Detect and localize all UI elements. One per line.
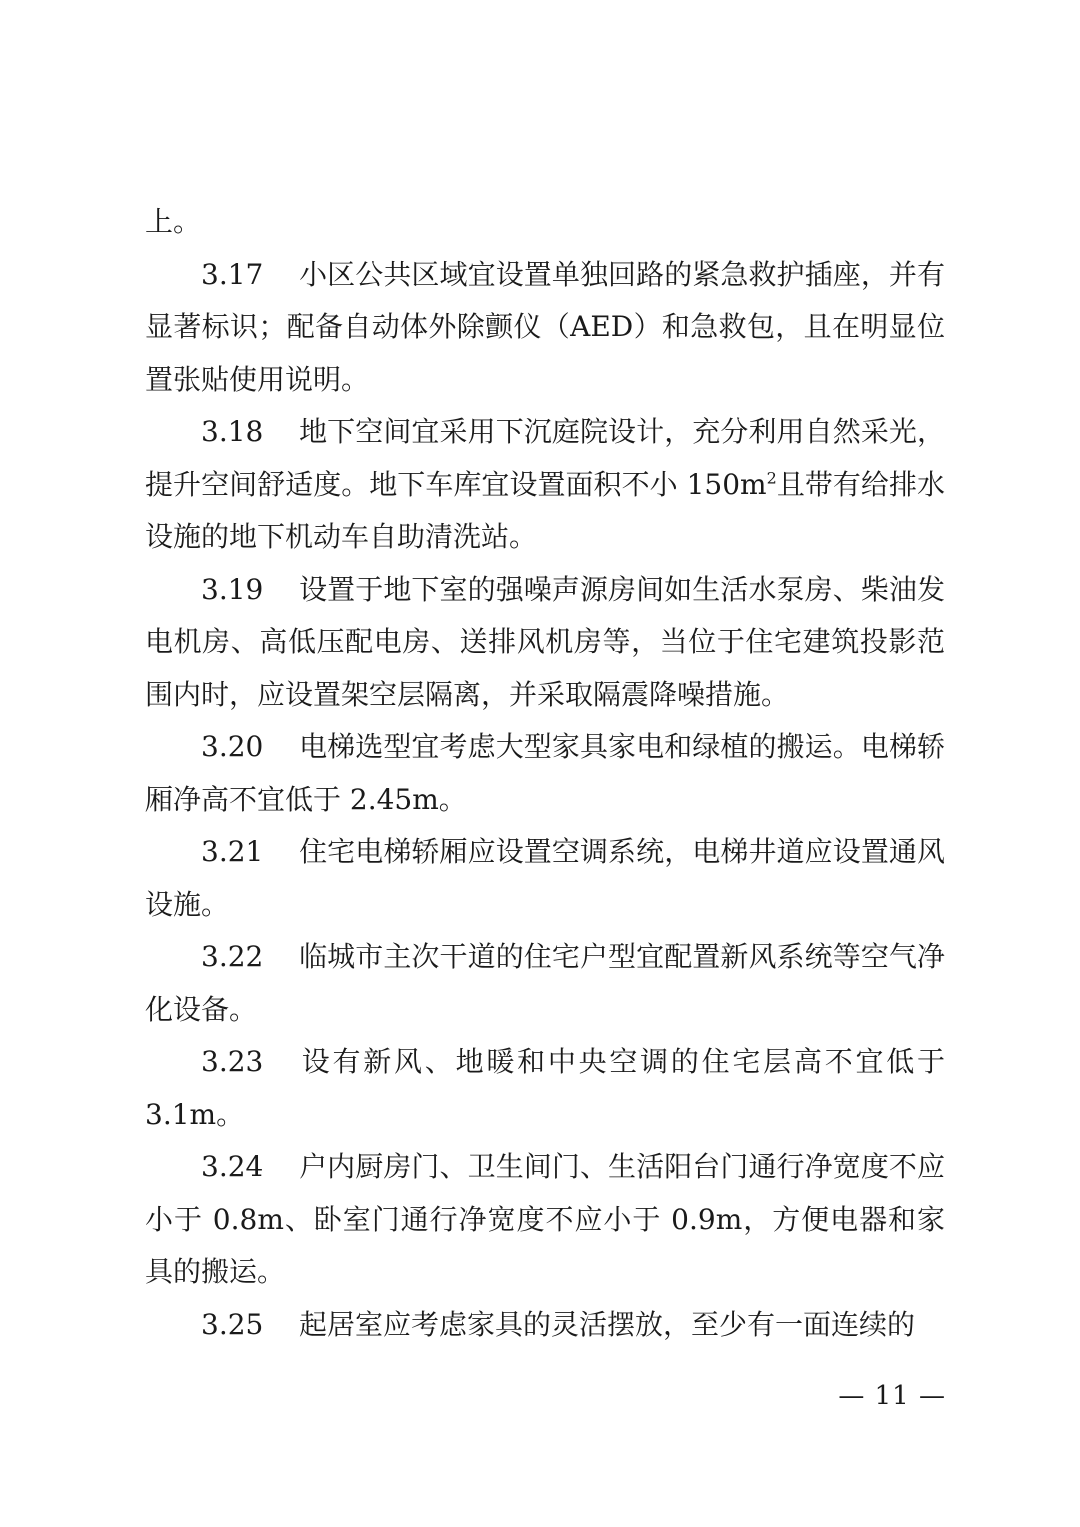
clause-number: 3.25 [201,1307,264,1341]
clause-text: 住宅电梯轿厢应设置空调系统，电梯井道应设置通风设施。 [145,835,945,921]
clause-text-continued: 且带有给排水设施的地下机动车自助清洗站。 [145,467,945,553]
clause-3-24 [145,1141,945,1299]
clause-text: 小区公共区域宜设置单独回路的紧急救护插座，并有显著标识；配备自动体外除颤仪（AED）和急救包，且在明显位置张贴使用说明。 [145,257,945,396]
area-superscript: 2 [766,468,777,488]
clause-text: 设有新风、地暖和中央空调的住宅层高不宜低于 3.1m。 [145,1045,945,1131]
clause-text: 临城市主次干道的住宅户型宜配置新风系统等空气净化设备。 [145,940,945,1026]
clause-3-19 [145,564,945,722]
clause-text: 电梯选型宜考虑大型家具家电和绿植的搬运。电梯轿厢净高不宜低于 2.45m。 [145,730,945,816]
clause-number: 3.17 [201,257,264,291]
clause-number: 3.24 [201,1150,264,1183]
clause-number: 3.20 [201,730,264,763]
clause-number: 3.23 [201,1045,264,1078]
clause-number: 3.19 [201,572,264,606]
clause-text: 地下空间宜采用下沉庭院设计，充分利用自然采光，提升空间舒适度。地下车库宜设置面积不小 150m [145,415,945,501]
clause-text: 设置于地下室的强噪声源房间如生活水泵房、柴油发电机房、高低压配电房、送排风机房等，当位于住宅建筑投影范围内时，应设置架空层隔离，并采取隔震降噪措施。 [145,572,945,711]
clause-3-22 [145,931,945,1036]
clause-3-20 [145,721,945,826]
clause-3-18 [145,406,945,564]
clause-number: 3.18 [201,415,264,448]
body-text [145,196,945,1351]
clause-3-23 [145,1036,945,1141]
page-number: — 11 — [838,1381,946,1411]
clause-3-17 [145,249,945,407]
clause-3-21 [145,826,945,931]
clause-number: 3.22 [201,940,264,973]
clause-number: 3.21 [201,835,264,868]
clause-3-25 [145,1299,945,1352]
clause-text: 户内厨房门、卫生间门、生活阳台门通行净宽度不应小于 0.8m、卧室门通行净宽度不应小于 0.9m，方便电器和家具的搬运。 [145,1150,945,1288]
continuation-paragraph: 上。 [145,205,202,238]
clause-text: 起居室应考虑家具的灵活摆放，至少有一面连续的 [299,1307,916,1341]
